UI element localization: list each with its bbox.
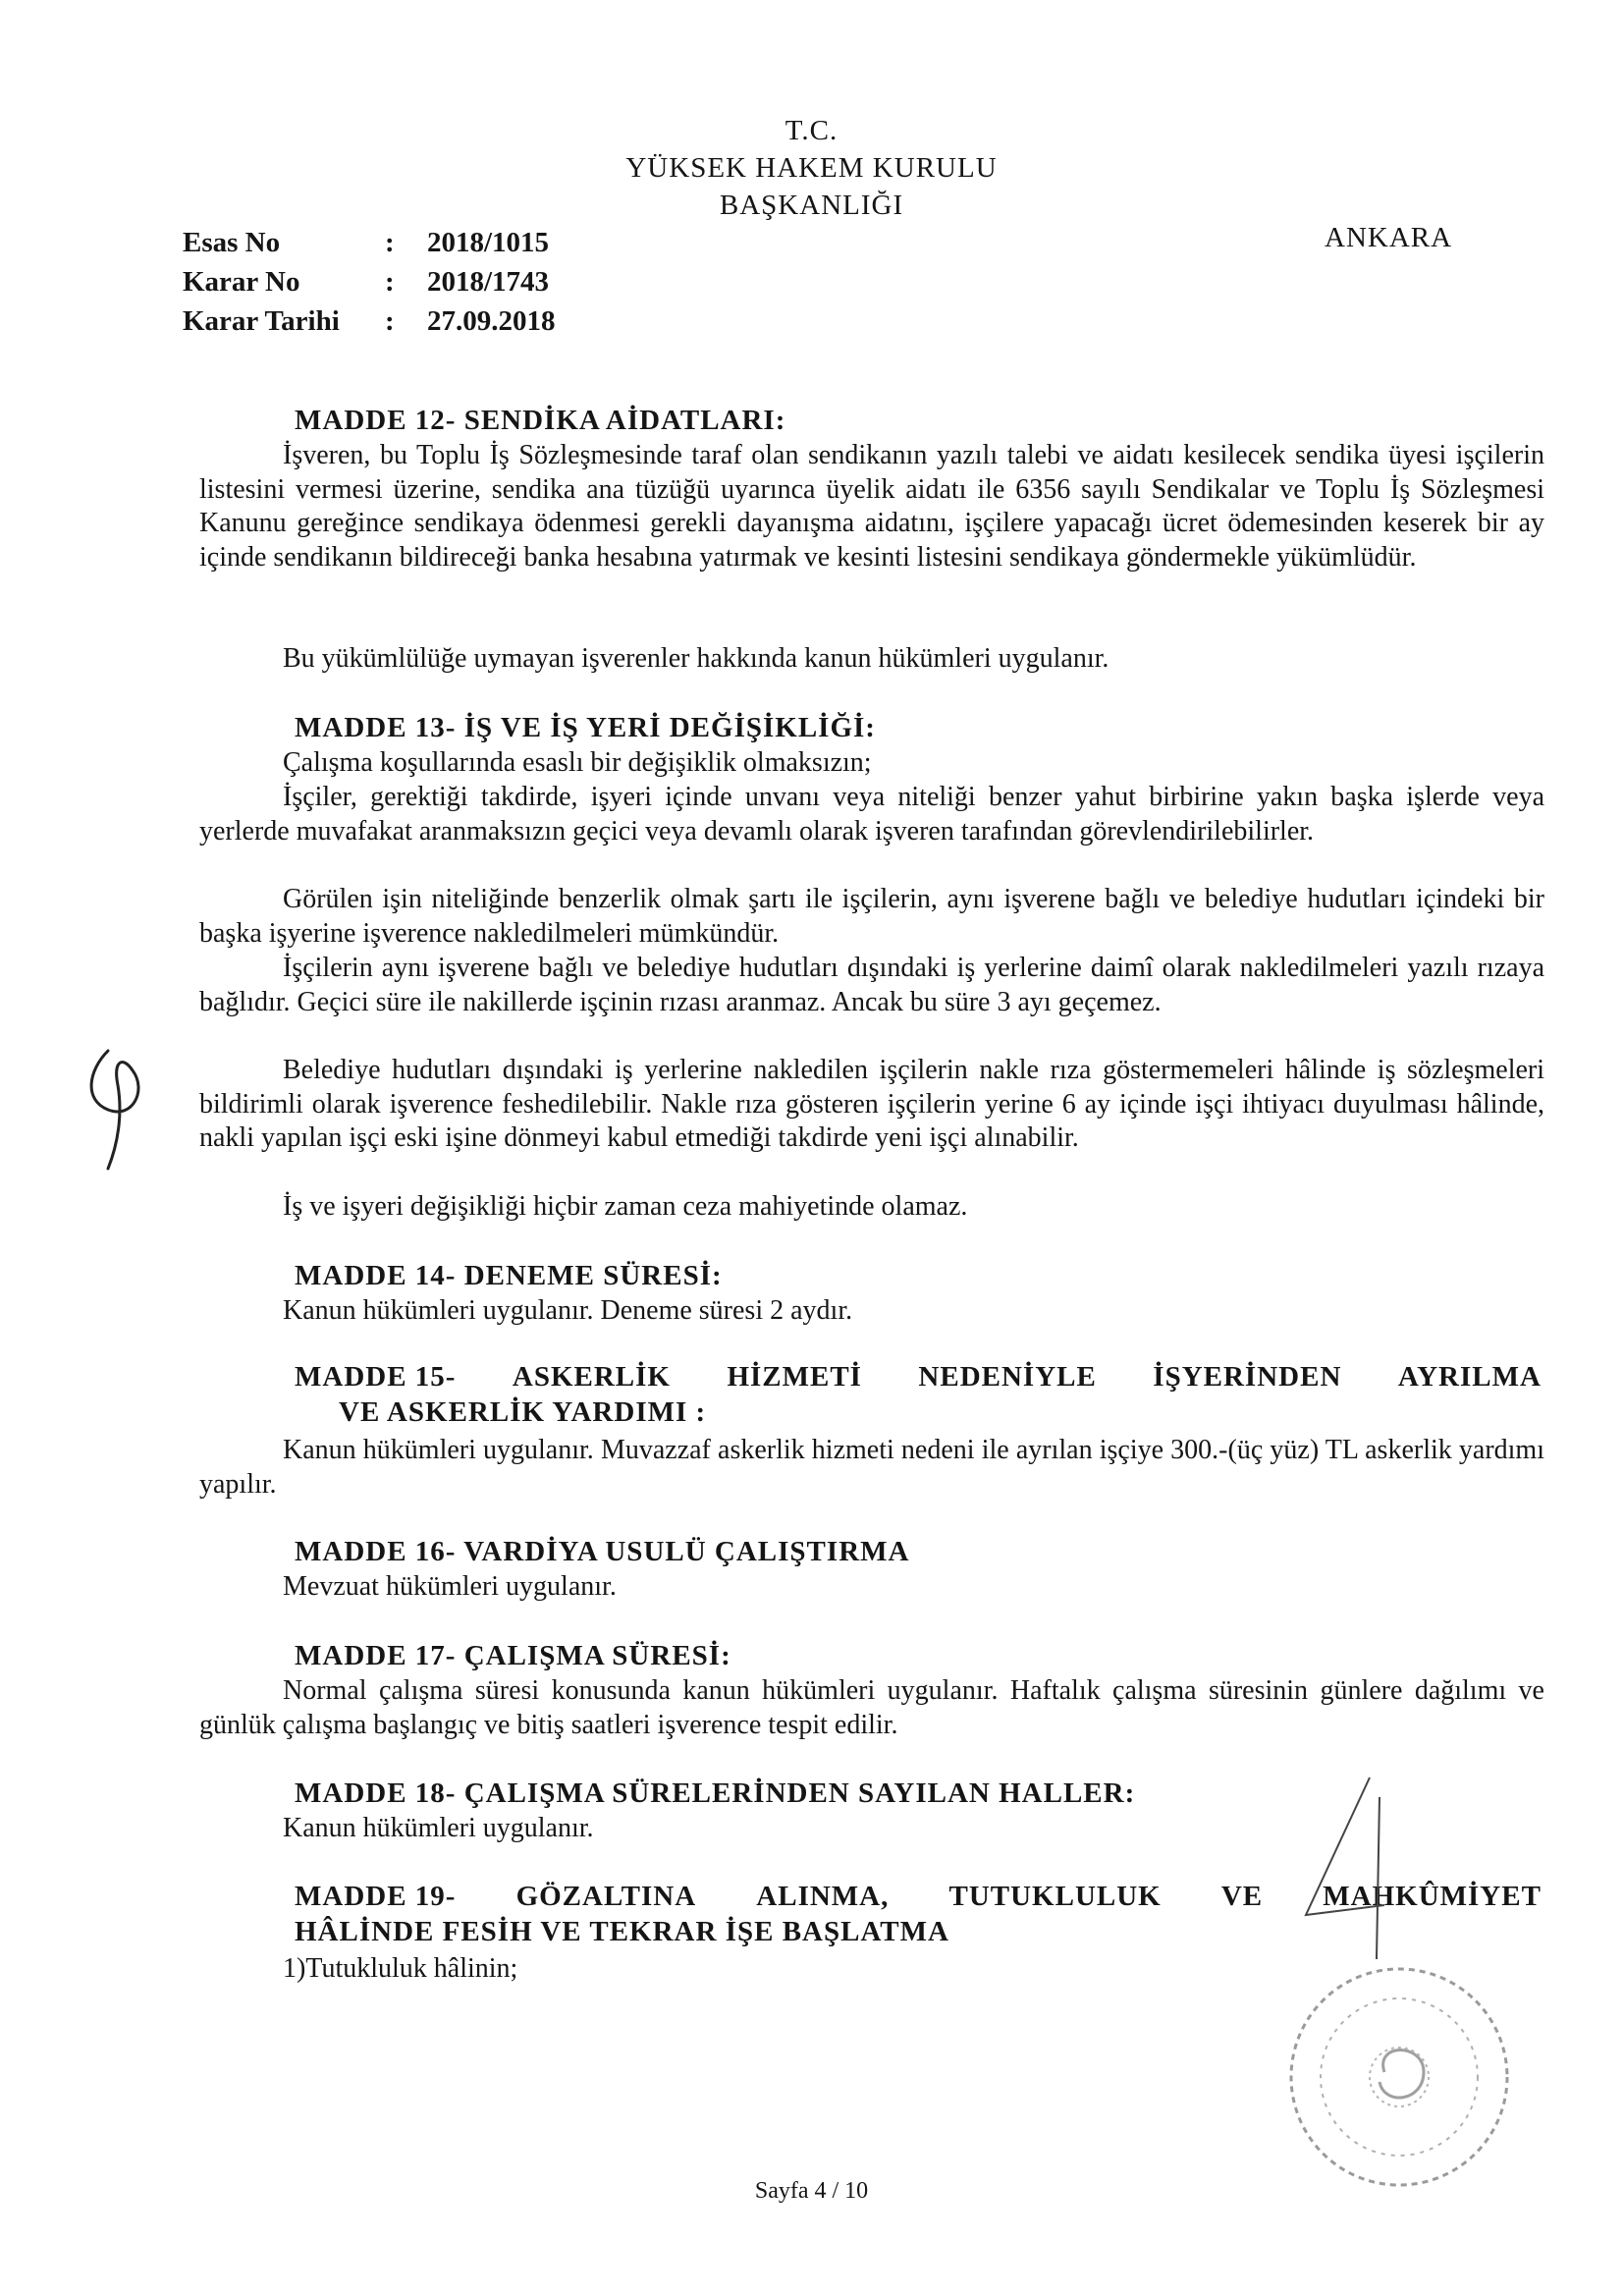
- madde-19-title-word: TUTUKLULUK: [948, 1881, 1162, 1912]
- madde-19-title-word: ALINMA,: [756, 1881, 890, 1912]
- karar-tarihi-label: Karar Tarihi: [183, 305, 340, 337]
- madde-19-title-word: GÖZALTINA: [515, 1881, 697, 1912]
- madde-17-title: MADDE 17- ÇALIŞMA SÜRESİ:: [295, 1640, 731, 1671]
- madde-13-paragraph-4: İşçilerin aynı işverene bağlı ve belediye hudutları dışındaki iş yerlerine daimî olarak nakledilmeleri yazılı rızaya bağlıdır. Geçici süre ile nakillerde işçinin rızası aranmaz. Ancak bu süre 3 ayı geçemez.: [199, 953, 1544, 1017]
- page-number: Sayfa 4 / 10: [754, 2178, 869, 2204]
- karar-no-colon: :: [385, 266, 395, 298]
- madde-15-title-continued: VE ASKERLİK YARDIMI :: [339, 1396, 707, 1428]
- madde-16-paragraph-1: Mevzuat hükümleri uygulanır.: [283, 1571, 617, 1602]
- madde-12-title: MADDE 12- SENDİKA AİDATLARI:: [295, 405, 786, 436]
- madde-15-title-word: MADDE 15-: [295, 1361, 457, 1393]
- madde-17-paragraph-1: Normal çalışma süresi konusunda kanun hükümleri uygulanır. Haftalık çalışma süresinin günlere dağılımı ve günlük çalışma başlangıç ve bitiş saatleri işverence tespit edilir.: [199, 1675, 1544, 1740]
- madde-14-paragraph-1: Kanun hükümleri uygulanır. Deneme süresi 2 aydır.: [283, 1295, 853, 1326]
- madde-19-paragraph-1: 1)Tutukluluk hâlinin;: [283, 1953, 518, 1984]
- madde-13-paragraph-6: İş ve işyeri değişikliği hiçbir zaman ceza mahiyetinde olamaz.: [283, 1191, 968, 1222]
- madde-15-title-word: ASKERLİK: [512, 1361, 671, 1393]
- handwritten-initial-icon: [79, 1031, 167, 1178]
- karar-tarihi-colon: :: [385, 305, 395, 337]
- madde-19-title-word: MADDE 19-: [295, 1881, 457, 1912]
- official-stamp-icon: [1276, 1954, 1522, 2200]
- madde-15-title-word: AYRILMA: [1397, 1361, 1542, 1393]
- esas-no-colon: :: [385, 227, 395, 258]
- header-presidency: BAŞKANLIĞI: [719, 190, 904, 221]
- handwritten-mark-icon: [1286, 1768, 1404, 1964]
- madde-12-paragraph-1: İşveren, bu Toplu İş Sözleşmesinde taraf olan sendikanın yazılı talebi ve aidatı kesilecek sendika üyesi işçilerin listesini vermesi üzerine, sendika ana tüzüğü uyarınca üyelik aidatı ile 6356 sayılı Sendikalar ve Toplu İş Sözleşmesi Kanunu gereğince sendikaya ödenmesi gerekli dayanışma aidatını, işçilere yapacağı ücret ödemesinden keserek bir ay içinde sendikanın bildireceği banka hesabına yatırmak ve kesinti listesini sendikaya göndermekle yükümlüdür.: [199, 440, 1544, 573]
- madde-15-title-word: HİZMETİ: [727, 1361, 862, 1393]
- madde-13-paragraph-5: Belediye hudutları dışındaki iş yerlerine nakledilen işçilerin nakle rıza göstermemeleri hâlinde iş sözleşmeleri bildirimli olarak işverence feshedilebilir. Nakle rıza gösteren işçilerin yerine 6 ay içinde işçi ihtiyacı duyulması hâlinde, nakli yapılan işçi eski işine dönmeyi kabul etmediği takdirde yeni işçi alınabilir.: [199, 1055, 1544, 1154]
- madde-16-title: MADDE 16- VARDİYA USULÜ ÇALIŞTIRMA: [295, 1536, 910, 1567]
- madde-15-title-word: İŞYERİNDEN: [1153, 1361, 1342, 1393]
- esas-no-label: Esas No: [183, 227, 281, 258]
- madde-13-paragraph-1: Çalışma koşullarında esaslı bir değişiklik olmaksızın;: [283, 747, 872, 778]
- esas-no-value: 2018/1015: [427, 227, 550, 258]
- madde-15-title-word: NEDENİYLE: [918, 1361, 1097, 1393]
- madde-15-paragraph-1: Kanun hükümleri uygulanır. Muvazzaf askerlik hizmeti nedeni ile ayrılan işçiye 300.-(üç yüz) TL askerlik yardımı yapılır.: [199, 1435, 1544, 1500]
- madde-12-paragraph-2: Bu yükümlülüğe uymayan işverenler hakkında kanun hükümleri uygulanır.: [283, 643, 1109, 674]
- madde-18-paragraph-1: Kanun hükümleri uygulanır.: [283, 1813, 594, 1843]
- madde-13-title: MADDE 13- İŞ VE İŞ YERİ DEĞİŞİKLİĞİ:: [295, 712, 876, 743]
- madde-13-paragraph-3: Görülen işin niteliğinde benzerlik olmak şartı ile işçilerin, aynı işverene bağlı ve belediye hudutları içindeki bir başka işyerine işverence nakledilmeleri mümkündür.: [199, 884, 1544, 949]
- madde-18-title: MADDE 18- ÇALIŞMA SÜRELERİNDEN SAYILAN HALLER:: [295, 1777, 1136, 1809]
- madde-13-paragraph-2: İşçiler, gerektiği takdirde, işyeri içinde unvanı veya niteliği benzer yahut birbirine yakın başka işlerde veya yerlerde muvafakat aranmaksızın geçici veya devamlı olarak işveren tarafından görevlendirilebilirler.: [199, 782, 1544, 847]
- madde-15-title: [295, 1361, 1542, 1394]
- madde-14-title: MADDE 14- DENEME SÜRESİ:: [295, 1260, 723, 1291]
- karar-no-label: Karar No: [183, 266, 300, 298]
- karar-no-value: 2018/1743: [427, 266, 550, 298]
- header-city: ANKARA: [1325, 222, 1453, 253]
- madde-19-title-continued: HÂLİNDE FESİH VE TEKRAR İŞE BAŞLATMA: [295, 1916, 949, 1947]
- header-tc: T.C.: [784, 115, 839, 146]
- karar-tarihi-value: 27.09.2018: [427, 305, 556, 337]
- madde-19-title-word: VE: [1220, 1881, 1264, 1912]
- madde-19-title-word: MAHKÛMİYET: [1323, 1881, 1542, 1912]
- header-institution: YÜKSEK HAKEM KURULU: [625, 152, 998, 184]
